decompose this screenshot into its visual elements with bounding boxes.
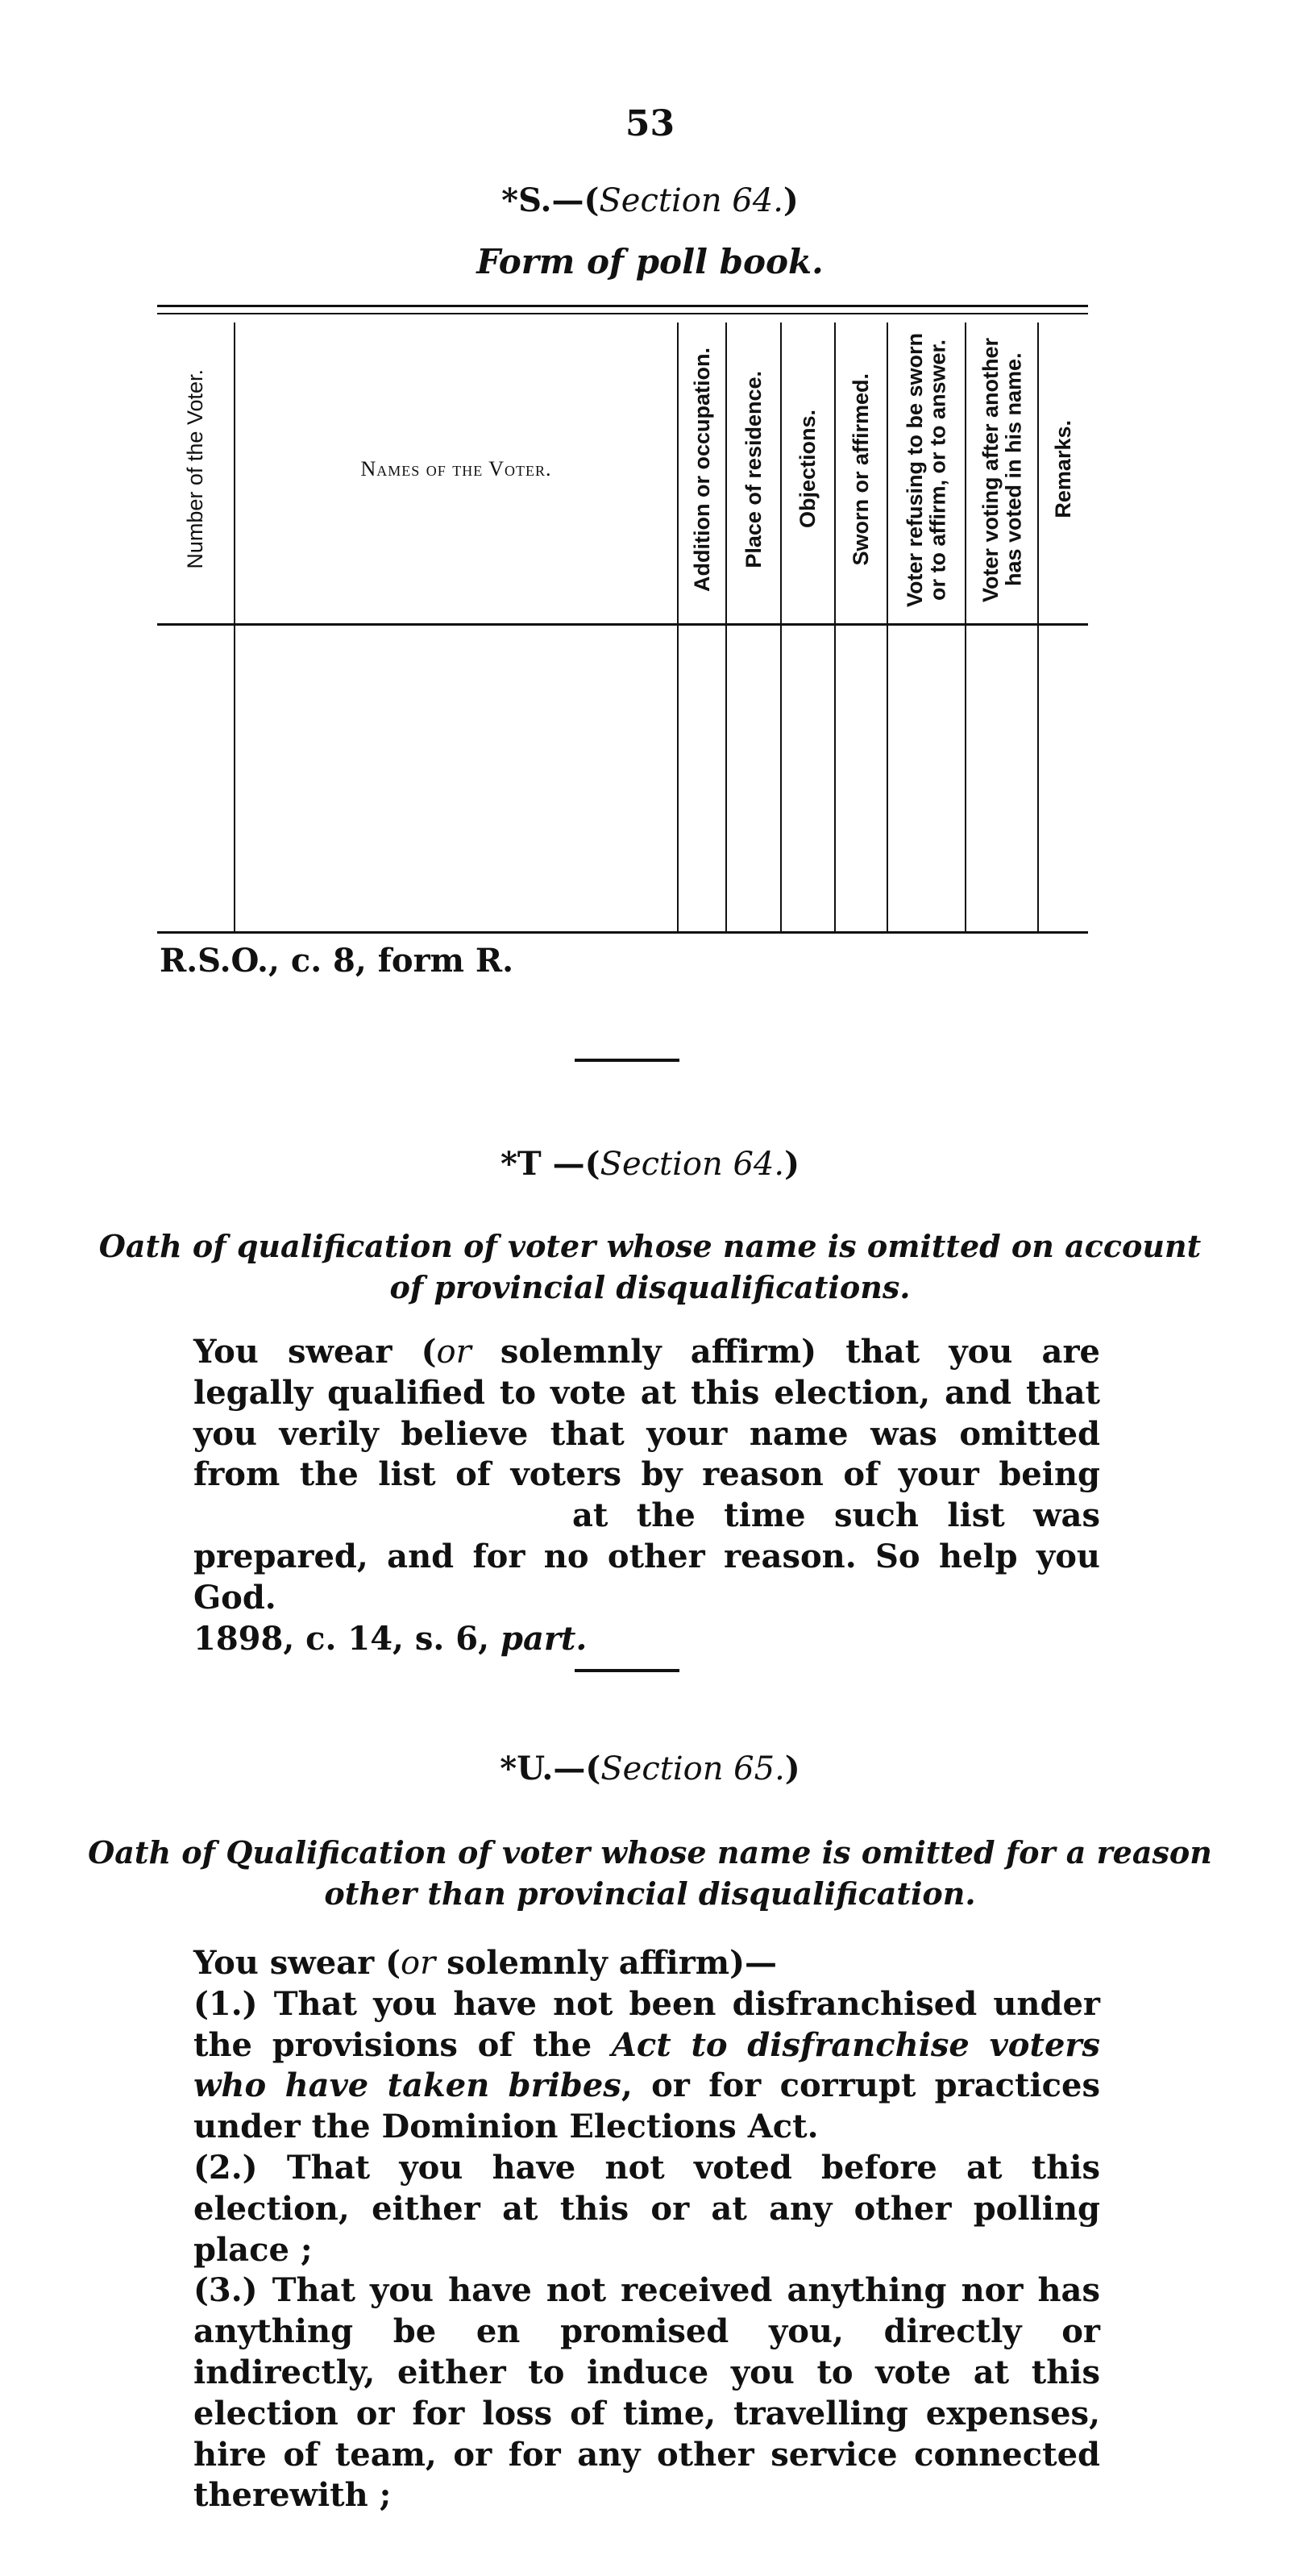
column-header: Voter voting after another has voted in his name. bbox=[978, 336, 1025, 602]
form-u-heading-close: ) bbox=[784, 1750, 800, 1787]
page-number: 53 bbox=[625, 103, 675, 144]
column-header: Names of the Voter. bbox=[360, 457, 552, 481]
form-t-title-line-2: of provincial disqualifications. bbox=[389, 1269, 911, 1306]
form-u-item-3: (3.) That you have not received anything nor has anything be en promised you, directly or indirectly, either to induce you to vote at this election or for loss of time, travelling expenses, hire of team, or for any other service connected therewith ; bbox=[193, 2271, 1100, 2515]
table-top-rule bbox=[157, 305, 1088, 307]
form-u-heading-section: Section 65. bbox=[600, 1750, 785, 1787]
form-u-heading bbox=[0, 1750, 1300, 1787]
table-header-rule bbox=[157, 623, 1088, 626]
form-t-title-line-1: Oath of qualification of voter whose name is omitted on account bbox=[98, 1228, 1202, 1264]
form-u-heading-mark: *U.—( bbox=[500, 1750, 601, 1787]
form-t-citation: 1898, c. 14, s. 6, part. bbox=[193, 1619, 588, 1658]
section-divider bbox=[575, 1059, 679, 1062]
section-divider bbox=[575, 1669, 679, 1672]
form-t-heading bbox=[0, 1145, 1300, 1183]
form-s-title: Form of poll book. bbox=[476, 242, 824, 281]
form-u-intro: You swear (or solemnly affirm)— bbox=[193, 1944, 778, 1982]
form-u-item-1: (1.) That you have not been disfranchised under the provisions of the Act to disfranchise voters who have taken bribes, or for corrupt practices under the Dominion Elections Act. bbox=[193, 1984, 1101, 2146]
column-header: Remarks. bbox=[1051, 420, 1076, 518]
column-header: Place of residence. bbox=[741, 370, 766, 568]
column-header: Addition or occupation. bbox=[689, 347, 714, 592]
form-u-item-2: (2.) That you have not voted before at this election, either at this or at any other polling place ; bbox=[193, 2148, 1100, 2269]
form-t-heading-section: Section 64. bbox=[600, 1146, 785, 1183]
column-header: Objections. bbox=[795, 410, 820, 529]
form-s-heading-section: Section 64. bbox=[599, 182, 783, 219]
table-bottom-rule bbox=[157, 931, 1088, 934]
form-s-heading bbox=[0, 181, 1300, 219]
form-t-heading-close: ) bbox=[784, 1145, 800, 1183]
form-u-title bbox=[0, 1832, 1300, 1915]
form-t-body: You swear (or solemnly affirm) that you are legally qualified to vote at this election, and that you verily believe that your name was omitted from the list of voters by reason of your beingat the time such list was prepared, and for no other reason. So help you God. 1898, c. 14, s. 6, part. bbox=[193, 1332, 1100, 1659]
poll-book-table bbox=[157, 305, 1088, 934]
column-header: Number of the Voter. bbox=[183, 369, 208, 569]
form-u-title-line-1: Oath of Qualification of voter whose name is omitted for a reason bbox=[88, 1834, 1212, 1871]
form-s-heading-close: ) bbox=[783, 181, 799, 219]
table-top-rule-2 bbox=[157, 313, 1088, 314]
form-s-heading-mark: *S.—( bbox=[501, 181, 600, 219]
form-t-title bbox=[0, 1226, 1300, 1309]
column-header: Sworn or affirmed. bbox=[849, 372, 874, 566]
form-t-heading-mark: *T —( bbox=[500, 1145, 600, 1183]
form-u-body bbox=[193, 1943, 1100, 2516]
form-s-citation: R.S.O., c. 8, form R. bbox=[160, 942, 514, 980]
column-header: Voter refusing to be sworn or to affirm, or to answer. bbox=[903, 331, 950, 607]
form-u-title-line-2: other than provincial disqualification. bbox=[324, 1875, 976, 1912]
